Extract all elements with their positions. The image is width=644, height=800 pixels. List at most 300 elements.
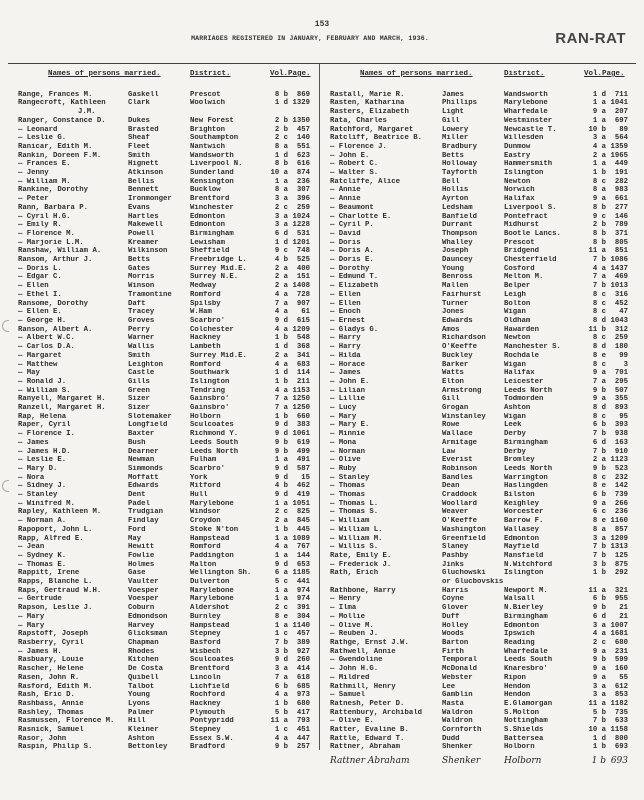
- entry-district: Manchester S.: [504, 343, 561, 352]
- entry-row: [330, 256, 630, 265]
- entry-volume: 3 a: [274, 195, 288, 204]
- entry-district: Wharfedale: [504, 108, 548, 117]
- entry-spouse-surname: Young: [128, 691, 150, 700]
- entry-volume: 4 a: [274, 734, 288, 743]
- entry-district: Sculcoates: [190, 421, 234, 430]
- entry-row: [18, 578, 314, 587]
- entry-name: Rattle, Edward T.: [330, 734, 405, 743]
- handwritten-page: 693: [610, 756, 628, 766]
- entry-spouse-surname: Perry: [128, 325, 150, 334]
- entry-row: [330, 108, 630, 117]
- entry-row: [18, 630, 314, 639]
- entry-name: Rathbone, Harry: [330, 586, 396, 595]
- entry-row: [330, 291, 630, 300]
- entry-name: Ratchford, Margaret: [330, 125, 414, 134]
- entry-district: Halifax: [504, 195, 535, 204]
- entry-spouse-surname: Mallen: [442, 282, 469, 291]
- entry-spouse-surname: Barker: [442, 360, 469, 369]
- entry-volume: 9 a: [592, 369, 606, 378]
- entry-spouse-surname: Kleiner: [128, 726, 159, 735]
- entry-district: Newton: [504, 177, 531, 186]
- entry-volume: 9 b: [274, 743, 288, 752]
- entry-row: [330, 587, 630, 596]
- entry-volume: 7 a: [592, 273, 606, 282]
- entry-page: 1024: [292, 212, 310, 221]
- entry-page: 845: [296, 517, 310, 526]
- entry-district: Hampstead: [190, 534, 230, 543]
- entry-spouse-surname: Weaver: [442, 508, 469, 517]
- entry-district: Cosford: [504, 264, 535, 273]
- entry-row: [18, 291, 314, 300]
- entry-volume: 3 a: [592, 691, 606, 700]
- entry-row: [18, 491, 314, 500]
- entry-district: Leigh: [504, 290, 526, 299]
- entry-name: Rangecroft, Kathleen: [18, 99, 106, 108]
- entry-volume: [278, 108, 296, 117]
- entry-district: Islington: [504, 569, 544, 578]
- entry-volume: 8 c: [592, 412, 606, 421]
- entry-district: Romford: [190, 543, 221, 552]
- entry-name: Ranyell, Margaret H.: [18, 395, 106, 404]
- entry-volume: 1 c: [274, 630, 288, 639]
- entry-volume: 3 a: [592, 682, 606, 691]
- entry-volume: 2 c: [274, 508, 288, 517]
- entry-name: Ransom, Arthur J.: [18, 256, 93, 265]
- entry-name: Range, Frances M.: [18, 90, 93, 99]
- entry-name: — Edgar C.: [18, 273, 62, 282]
- entry-row: [18, 265, 314, 274]
- header-rule: [8, 63, 636, 64]
- entry-page: 389: [296, 639, 310, 647]
- entry-name: — Elizabeth: [330, 282, 379, 291]
- entry-name: — Enoch: [330, 308, 361, 317]
- entry-district: Romford: [190, 290, 221, 299]
- entry-spouse-surname: Wallis: [128, 343, 155, 352]
- entry-row: [18, 300, 314, 309]
- entry-name: Rasen, John R.: [18, 673, 80, 682]
- entry-name: Rapson, Leslie J.: [18, 604, 93, 613]
- entry-volume: 9 d: [274, 656, 288, 665]
- entry-name: — James H.: [18, 647, 62, 656]
- entry-row: [18, 517, 314, 526]
- entry-spouse-surname: Woods: [442, 630, 464, 639]
- entry-spouse-surname: Thompson: [442, 229, 478, 238]
- entry-name: — Ethel I.: [18, 290, 62, 299]
- entry-district: Wallasey: [504, 525, 540, 534]
- entry-page: 99: [619, 351, 628, 360]
- entry-volume: 3 b: [592, 560, 606, 569]
- entry-district: Hawarden: [504, 325, 540, 334]
- entry-district: Lincoln: [190, 673, 221, 682]
- entry-volume: 8 e: [592, 517, 606, 526]
- entry-district: Croydon: [190, 517, 221, 526]
- entry-district: Newton: [504, 334, 531, 343]
- entry-row: [18, 213, 314, 222]
- entry-spouse-surname: O'Keeffe: [442, 517, 478, 526]
- entry-page: 1160: [610, 517, 628, 526]
- entry-volume: 2 a: [592, 151, 606, 160]
- entry-district: Warrington: [504, 473, 548, 482]
- entry-volume: 8 e: [274, 612, 288, 621]
- entry-spouse-surname: Craddock: [442, 491, 478, 500]
- entry-name: Rap, Helena: [18, 412, 67, 421]
- entry-district: Wandsworth: [190, 151, 234, 160]
- entry-district: Bridgend: [504, 247, 540, 256]
- entry-row: [18, 256, 314, 265]
- entry-row: [330, 186, 630, 195]
- entry-name: Rankine, Dorothy: [18, 186, 89, 195]
- entry-volume: 9 a: [592, 195, 606, 204]
- entry-row: [18, 656, 314, 665]
- entry-row: [330, 239, 630, 248]
- entry-page: [606, 578, 628, 587]
- entry-name: — John E.: [330, 377, 370, 386]
- entry-spouse-surname: Padel: [128, 499, 150, 508]
- entry-name: — May: [18, 369, 40, 378]
- entry-row: [18, 352, 314, 361]
- entry-name: — James H.D.: [18, 447, 71, 456]
- entry-name: — Samuel: [330, 691, 366, 700]
- entry-district: Nantwich: [190, 142, 226, 151]
- entry-volume: 6 d: [274, 229, 288, 238]
- entry-volume: 2 b: [592, 221, 606, 230]
- entry-name: — Sydney K.: [18, 551, 67, 560]
- entry-page: 623: [296, 151, 310, 160]
- entry-row: [18, 247, 314, 256]
- entry-row: [330, 604, 630, 613]
- entry-page: 875: [614, 560, 628, 569]
- entry-name: Rata, Charles: [330, 116, 387, 125]
- entry-spouse-surname: Brasted: [128, 125, 159, 134]
- entry-name: Rapoport, John L.: [18, 525, 93, 534]
- entry-volume: 9 d: [274, 430, 288, 439]
- entry-row: [330, 482, 630, 491]
- entry-row: [330, 561, 630, 570]
- entry-page: 1158: [610, 726, 628, 735]
- entry-spouse-surname: O'Keeffe: [442, 343, 478, 352]
- entry-row: [330, 117, 630, 126]
- entry-name: — Albert W.C.: [18, 334, 75, 343]
- entry-volume: 7 b: [592, 543, 606, 552]
- entry-page: 47: [619, 308, 628, 317]
- entry-page: 393: [614, 421, 628, 430]
- entry-page: 1350: [292, 116, 310, 125]
- entry-page: 1007: [610, 621, 628, 630]
- entry-volume: 11 a: [588, 247, 606, 256]
- header-vol: Vol.: [269, 70, 288, 78]
- entry-spouse-surname: Fleet: [128, 142, 150, 151]
- entry-spouse-surname: Fowlie: [128, 551, 155, 560]
- entry-page: 114: [296, 369, 310, 378]
- entry-row: [330, 717, 630, 726]
- entry-row: [330, 683, 630, 692]
- entry-page: 697: [614, 116, 628, 125]
- entry-district: Medway: [190, 282, 217, 291]
- entry-spouse-surname: Hartles: [128, 212, 159, 221]
- entry-spouse-surname: Duff: [442, 612, 460, 621]
- entry-name: — Ernest: [330, 316, 366, 325]
- entry-row: [330, 526, 630, 535]
- entry-district: Brentford: [190, 195, 230, 204]
- entry-volume: 6 b: [592, 421, 606, 430]
- entry-volume: 3 a: [592, 134, 606, 143]
- entry-row: [18, 465, 314, 474]
- entry-row: [330, 491, 630, 500]
- entry-name: — Edmund T.: [330, 273, 379, 282]
- entry-name: Rashley, Thomas: [18, 708, 84, 717]
- entry-page: 927: [296, 647, 310, 656]
- entry-district: Bootle Lancs.: [504, 229, 561, 238]
- entry-row: [330, 508, 630, 517]
- entry-spouse-surname: Bell: [442, 177, 460, 186]
- entry-volume: 4 b: [274, 256, 288, 265]
- entry-volume: 8 a: [592, 186, 606, 195]
- entry-row: [18, 413, 314, 422]
- entry-row: [18, 717, 314, 726]
- entry-row: [330, 517, 630, 526]
- entry-page: 341: [296, 351, 310, 360]
- entry-volume: 4 a: [274, 325, 288, 334]
- entry-district: Melton M.: [504, 273, 544, 282]
- entry-name: — Doris L.: [18, 264, 62, 273]
- entry-volume: 8 e: [592, 351, 606, 360]
- entry-row: [18, 709, 314, 718]
- entry-spouse-surname: Hignett: [128, 160, 159, 169]
- entry-district: Leeds North: [504, 464, 553, 473]
- entry-name: — Doris: [330, 238, 361, 247]
- entry-spouse-surname: Ledsham: [442, 203, 473, 212]
- entry-name: Rann, Barbara P.: [18, 203, 89, 212]
- entry-district: Leeds South: [190, 438, 239, 447]
- entry-spouse-surname: Sizer: [128, 395, 150, 404]
- entry-page: 61: [301, 308, 310, 317]
- entry-page: 391: [296, 604, 310, 613]
- entry-page: 414: [296, 665, 310, 674]
- entry-row: [330, 273, 630, 282]
- entry-page: 160: [614, 665, 628, 674]
- entry-name: Rapstoff, Joseph: [18, 630, 89, 639]
- index-range-code: RAN-RAT: [555, 30, 626, 47]
- entry-spouse-surname: Dukes: [128, 116, 150, 125]
- entry-district: Eastry: [504, 151, 531, 160]
- entry-district: [217, 108, 278, 117]
- entry-district: Malton: [190, 560, 217, 569]
- entry-page: 462: [296, 482, 310, 491]
- entry-page: 1153: [292, 386, 310, 395]
- entry-row: [330, 126, 630, 135]
- entry-page: 282: [614, 177, 628, 186]
- entry-page: 728: [296, 290, 310, 299]
- header-district: District.: [190, 70, 231, 78]
- entry-row: [18, 674, 314, 683]
- entry-district: Knaresbro': [504, 665, 548, 674]
- entry-volume: 9 c: [274, 247, 288, 256]
- entry-name: Raps, Gertraud W.H.: [18, 586, 102, 595]
- entry-spouse-surname: Rowe: [442, 421, 460, 430]
- entry-spouse-surname: Kitchen: [128, 656, 159, 665]
- entry-district: Islington: [504, 169, 544, 178]
- entry-spouse-surname: Voesper: [128, 586, 159, 595]
- entry-district: Rochdale: [504, 351, 540, 360]
- entry-row: [330, 448, 630, 457]
- entry-page: 1086: [610, 256, 628, 265]
- entry-spouse-surname: Vaulter: [128, 578, 159, 587]
- entry-name: — Gladys G.: [330, 325, 379, 334]
- entry-district: Leicester: [504, 377, 544, 386]
- entry-volume: 6 c: [592, 508, 606, 517]
- entry-name: — Doris A.: [330, 247, 374, 256]
- entry-volume: 8 b: [274, 160, 288, 169]
- entry-page: 457: [296, 630, 310, 639]
- entry-page: 1437: [610, 264, 628, 273]
- entry-row: [18, 535, 314, 544]
- entry-name: — George H.: [18, 316, 67, 325]
- entry-row: [18, 117, 314, 126]
- entry-spouse-surname: Lee: [442, 682, 456, 691]
- entry-spouse-surname: Holmes: [128, 560, 155, 569]
- entry-spouse-surname: Edwards: [128, 482, 159, 491]
- entry-district: Bromley: [504, 456, 535, 465]
- entry-page: 144: [296, 551, 310, 560]
- entry-volume: 7 b: [592, 717, 606, 726]
- entry-page: 1209: [292, 325, 310, 334]
- entry-name: Rasten, Katharina: [330, 99, 405, 108]
- entry-name: — Annie: [330, 186, 361, 195]
- entry-name: Rasters, Elizabeth: [330, 108, 409, 117]
- entry-district: Hendon: [504, 682, 531, 691]
- entry-district: Stepney: [190, 726, 221, 735]
- entry-name: Rastall, Marie R.: [330, 90, 405, 99]
- entry-volume: 6 a: [274, 569, 288, 578]
- entry-page: 211: [296, 377, 310, 386]
- entry-row: [18, 430, 314, 439]
- entry-volume: 8 a: [274, 142, 288, 151]
- entry-page: 15: [301, 473, 310, 482]
- entry-volume: 2 c: [592, 639, 606, 647]
- entry-spouse-surname: Slotemaker: [128, 412, 172, 421]
- entry-row: [18, 448, 314, 457]
- entry-spouse-surname: Wallace: [442, 430, 473, 439]
- entry-volume: 8 a: [274, 186, 288, 195]
- entry-page: 312: [614, 325, 628, 334]
- entry-row: [330, 282, 630, 291]
- entry-name: — Lillie: [330, 395, 366, 404]
- entry-row: [330, 465, 630, 474]
- entry-name: — Mary D.: [18, 464, 58, 473]
- header-page: Page.: [602, 70, 625, 78]
- entry-row: [330, 195, 630, 204]
- entry-spouse-surname: Waldron: [442, 717, 473, 726]
- entry-spouse-surname: Amos: [442, 325, 460, 334]
- entry-district: Wigan: [504, 308, 526, 317]
- entry-volume: 1 b: [592, 569, 606, 578]
- entry-row: [330, 569, 630, 578]
- entry-spouse-surname: Quibell: [128, 673, 159, 682]
- entry-volume: 9 b: [592, 464, 606, 473]
- entry-page: 983: [614, 186, 628, 195]
- entry-row: [330, 648, 630, 657]
- column-divider: [319, 64, 320, 750]
- entry-district: Aldershot: [190, 604, 230, 613]
- entry-district: Edmonton: [190, 212, 226, 221]
- entry-name: — James: [330, 369, 361, 378]
- entry-district: Hendon: [504, 691, 531, 700]
- entry-name: Rath, Erich: [330, 569, 379, 578]
- entry-spouse-surname: Barton: [442, 639, 469, 647]
- entry-name: — William L.: [330, 525, 383, 534]
- entry-page: 587: [296, 464, 310, 473]
- header-district: District.: [504, 70, 545, 78]
- entry-page: 491: [296, 456, 310, 465]
- entry-volume: 8 c: [592, 473, 606, 482]
- entry-volume: 9 a: [592, 395, 606, 404]
- entry-name: Rapley, Kathleen M.: [18, 508, 102, 517]
- entry-spouse-surname: Whalley: [442, 238, 473, 247]
- entry-name: — Thomas S.: [330, 508, 379, 517]
- entry-page: 599: [614, 656, 628, 665]
- entry-page: 701: [614, 369, 628, 378]
- entry-name: Ratnesh, Peter D.: [330, 699, 405, 708]
- entry-row: [18, 700, 314, 709]
- entry-district: Sheffield: [190, 247, 230, 256]
- entry-row: [330, 152, 630, 161]
- entry-spouse-surname: De Costa: [128, 665, 164, 674]
- entry-row: [18, 474, 314, 483]
- entry-row: [330, 543, 630, 552]
- entry-page: 295: [614, 377, 628, 386]
- entry-district: Leeds North: [190, 447, 239, 456]
- entry-spouse-surname: Tramontine: [128, 290, 172, 299]
- entry-spouse-surname: Buckley: [442, 351, 473, 360]
- entry-row: [330, 99, 630, 108]
- entry-volume: 1 d: [274, 99, 288, 108]
- entry-page: 739: [614, 491, 628, 500]
- entry-spouse-surname: Robinson: [442, 464, 478, 473]
- entry-name: — Stanley: [330, 473, 370, 482]
- entry-district: Walsall: [504, 595, 535, 604]
- entry-district: Leeds North: [504, 386, 553, 395]
- entry-page: 499: [296, 447, 310, 456]
- entry-volume: 4 a: [274, 386, 288, 395]
- entry-row: [18, 543, 314, 552]
- entry-district: Newcastle T.: [504, 125, 557, 134]
- entry-district: Fulham: [190, 456, 217, 465]
- entry-page: 1329: [292, 99, 310, 108]
- entry-district: [504, 578, 584, 587]
- entry-spouse-surname: Green: [128, 386, 150, 395]
- entry-row: [18, 334, 314, 343]
- entry-name: — Minnie: [330, 430, 366, 439]
- entry-district: E.Glamorgan: [504, 699, 553, 708]
- entry-spouse-surname: Phillips: [442, 99, 478, 108]
- entry-district: Derby: [504, 430, 526, 439]
- entry-volume: 7 a: [592, 377, 606, 386]
- entry-page: 661: [614, 195, 628, 204]
- entry-page: 805: [614, 238, 628, 247]
- entry-district: Barrow F.: [504, 517, 544, 526]
- entry-volume: 1 a: [274, 621, 288, 630]
- entry-volume: 1 a: [274, 456, 288, 465]
- entry-district: Mansfield: [504, 551, 544, 560]
- entry-volume: 1 a: [274, 499, 288, 508]
- entry-district: Bilston: [504, 491, 535, 500]
- entry-spouse-surname: Washington: [442, 525, 486, 534]
- entry-district: Lewisham: [190, 238, 226, 247]
- entry-district: S.Shields: [504, 726, 544, 735]
- entry-name: — Harry: [330, 334, 361, 343]
- entry-row: [330, 404, 630, 413]
- entry-district: Hull: [190, 491, 208, 500]
